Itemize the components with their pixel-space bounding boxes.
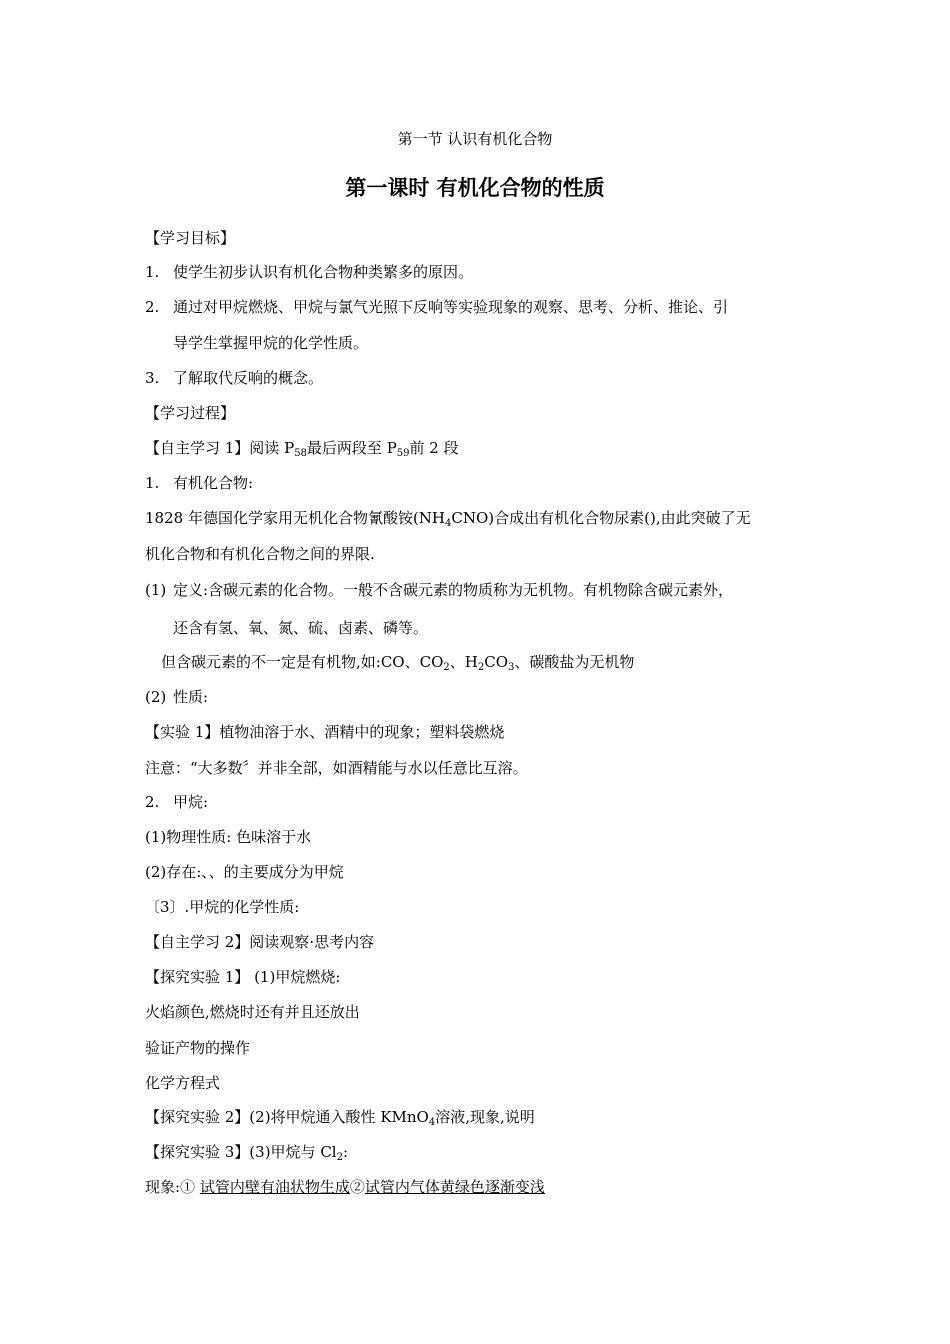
item-number: (2)	[145, 688, 167, 706]
inquiry-1: 【探究实验 1】 (1)甲烷燃烧:	[145, 968, 341, 986]
phenomenon-label: 现象:①	[145, 1178, 200, 1196]
phenomenon	[145, 1177, 545, 1197]
note: 注意：“大多数〞并非全部，如酒精能与水以任意比互溶。	[145, 759, 528, 777]
goals-heading: 【学习目标】	[145, 229, 236, 247]
organic-item	[145, 473, 253, 493]
subscript: 3	[508, 662, 515, 673]
goal-text: 了解取代反响的概念。	[173, 369, 324, 387]
existence: (2)存在:、、的主要成分为甲烷	[145, 863, 344, 881]
item-text: 甲烷:	[173, 793, 209, 811]
verify-text: 验证产物的操作	[145, 1039, 251, 1057]
definition-cont: 还含有氢、氧、氮、硫、卤素、磷等。	[173, 619, 429, 637]
goal-text-continued: 导学生掌握甲烷的化学性质。	[173, 334, 369, 352]
subscript: 2	[443, 662, 450, 673]
inquiry-2	[145, 1107, 535, 1130]
subscript: 2	[336, 1152, 343, 1163]
goal-number: 3.	[145, 369, 160, 387]
subscript: 2	[477, 662, 485, 673]
exception-text	[161, 652, 634, 675]
exception-part: CO	[484, 653, 508, 671]
goal-item	[145, 297, 728, 317]
exception-part: 但含碳元素的不一定是有机物,如:CO、CO	[161, 653, 444, 671]
item-text: 有机化合物:	[173, 474, 254, 492]
phenomenon-answer-1: 试管内壁有油状物生成	[199, 1178, 350, 1196]
item-number: (1)	[145, 581, 167, 599]
history-paragraph	[145, 508, 751, 531]
inquiry-3	[145, 1142, 348, 1165]
phenomenon-marker: ②	[349, 1178, 365, 1196]
inquiry-2-text: 【探究实验 2】(2)将甲烷通入酸性 KMnO	[145, 1108, 429, 1126]
inquiry-3-text: 【探究实验 3】(3)甲烷与 Cl	[145, 1143, 337, 1161]
inquiry-3-text: :	[342, 1143, 349, 1161]
item-text: 定义:含碳元素的化合物。一般不含碳元素的物质称为无机物。有机物除含碳元素外，	[173, 581, 734, 599]
goal-text: 使学生初步认识有机化合物种类繁多的原因。	[173, 263, 474, 281]
section-title: 第一节 认识有机化合物	[397, 130, 553, 148]
process-heading: 【学习过程】	[145, 404, 236, 422]
history-text: 1828 年德国化学家用无机化合物氰酸铵(NH	[145, 509, 446, 527]
experiment-1: 【实验 1】植物油溶于水、酒精中的现象；塑料袋燃烧	[145, 723, 505, 741]
subscript: 59	[396, 448, 410, 459]
self-study-1	[145, 438, 459, 461]
item-text: 性质:	[173, 688, 209, 706]
goal-number: 2.	[145, 298, 160, 316]
self-study-1-text: 【自主学习 1】阅读 P	[145, 439, 295, 457]
phenomenon-answer-2: 试管内气体黄绿色逐渐变浅	[364, 1178, 545, 1196]
goal-item	[145, 368, 323, 388]
subscript: 4	[445, 518, 452, 529]
lesson-title: 第一课时 有机化合物的性质	[345, 176, 605, 200]
physical-properties: (1)物理性质: 色味溶于水	[145, 828, 312, 846]
self-study-1-text: 前 2 段	[409, 439, 459, 457]
history-text: CNO)合成出有机化合物尿素(),由此突破了无	[451, 509, 751, 527]
inquiry-2-text: 溶液,现象,说明	[435, 1108, 535, 1126]
exception-part: 、碳酸盐为无机物	[514, 653, 635, 671]
item-number: 1.	[145, 474, 160, 492]
methane-item	[145, 792, 208, 812]
flame-text: 火焰颜色,燃烧时还有并且还放出	[145, 1003, 360, 1021]
definition-item	[145, 580, 733, 600]
subscript: 4	[428, 1117, 436, 1128]
self-study-2: 【自主学习 2】阅读观察·思考内容	[145, 933, 375, 951]
goal-number: 1.	[145, 263, 160, 281]
item-number: 2.	[145, 793, 160, 811]
exception-part: 、H	[449, 653, 478, 671]
self-study-1-text: 最后两段至 P	[306, 439, 397, 457]
properties-item	[145, 687, 208, 707]
goal-item	[145, 262, 473, 282]
equation-text: 化学方程式	[145, 1074, 221, 1092]
subscript: 58	[294, 448, 307, 459]
history-paragraph-cont: 机化合物和有机化合物之间的界限.	[145, 545, 375, 563]
chemical-properties: 〔3〕.甲烷的化学性质:	[145, 898, 300, 916]
goal-text: 通过对甲烷燃烧、甲烷与氯气光照下反响等实验现象的观察、思考、分析、推论、引	[173, 298, 729, 316]
